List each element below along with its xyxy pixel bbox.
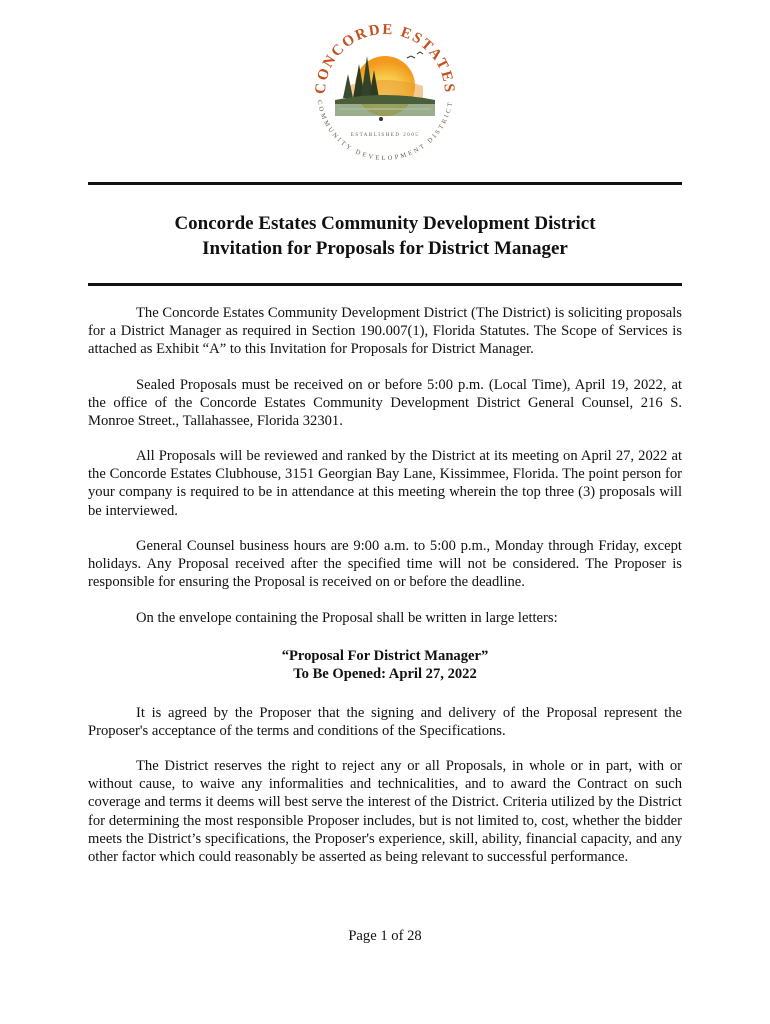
svg-text:COMMUNITY DEVELOPMENT DISTRICT: COMMUNITY DEVELOPMENT DISTRICT [315, 99, 455, 163]
paragraph-review-meeting: All Proposals will be reviewed and ranked by the District at its meeting on April 27, 2022 at the Concorde Estates Clubhouse, 3151 Georgian Bay Lane, Kissimmee, Florida. The point person for your company is required to be in attendance at this meeting wherein the top three (3) proposals will be interviewed. [88, 448, 682, 519]
seal-established-text: ESTABLISHED 2005 [350, 133, 420, 138]
paragraph-business-hours: General Counsel business hours are 9:00 a.m. to 5:00 p.m., Monday through Friday, except holidays. Any Proposal received after the specified time will not be considered. The Proposer is responsible for ensuring the Proposal is received on or before the deadline. [88, 538, 682, 591]
paragraph-deadline: Sealed Proposals must be received on or before 5:00 p.m. (Local Time), April 19, 2022, at the office of the Concorde Estates Community Development District General Counsel, 216 S. Monroe Street., Tallahassee, Florida 32301. [88, 377, 682, 430]
svg-text:CONCORDE ESTATES: CONCORDE ESTATES [312, 21, 458, 95]
district-seal-logo [295, 14, 475, 174]
paragraph-acceptance: It is agreed by the Proposer that the signing and delivery of the Proposal represent the Proposer's acceptance of the terms and conditions of the Specifications. [88, 705, 682, 740]
envelope-label-line1: “Proposal For District Manager” [281, 648, 489, 664]
paragraph-envelope-instructions: On the envelope containing the Proposal shall be written in large letters: [136, 610, 558, 626]
paragraph-solicitation: The Concorde Estates Community Development District (The District) is soliciting proposals for a District Manager as required in Section 190.007(1), Florida Statutes. The Scope of Services is attached as Exhibit “A” to this Invitation for Proposals for District Manager. [88, 305, 682, 358]
document-subtitle: Invitation for Proposals for District Manager [202, 238, 568, 259]
top-divider [88, 182, 682, 185]
bottom-divider [88, 283, 682, 286]
page-number: Page 1 of 28 [348, 928, 422, 944]
envelope-label-line2: To Be Opened: April 27, 2022 [293, 666, 477, 682]
document-title: Concorde Estates Community Development District [174, 213, 596, 234]
paragraph-reservation-of-rights: The District reserves the right to reject any or all Proposals, in whole or in part, with or without cause, to waive any informalities and technicalities, and to award the Contract on such coverage and terms it deems will best serve the interest of the District. Criteria utilized by the District for determining the most responsible Proposer includes, but is not limited to, cost, whether the bidder meets the District’s specifications, the Proposer's experience, skill, ability, financial capacity, and any other factor which could reasonably be asserted as being relevant to successful performance. [88, 758, 682, 866]
